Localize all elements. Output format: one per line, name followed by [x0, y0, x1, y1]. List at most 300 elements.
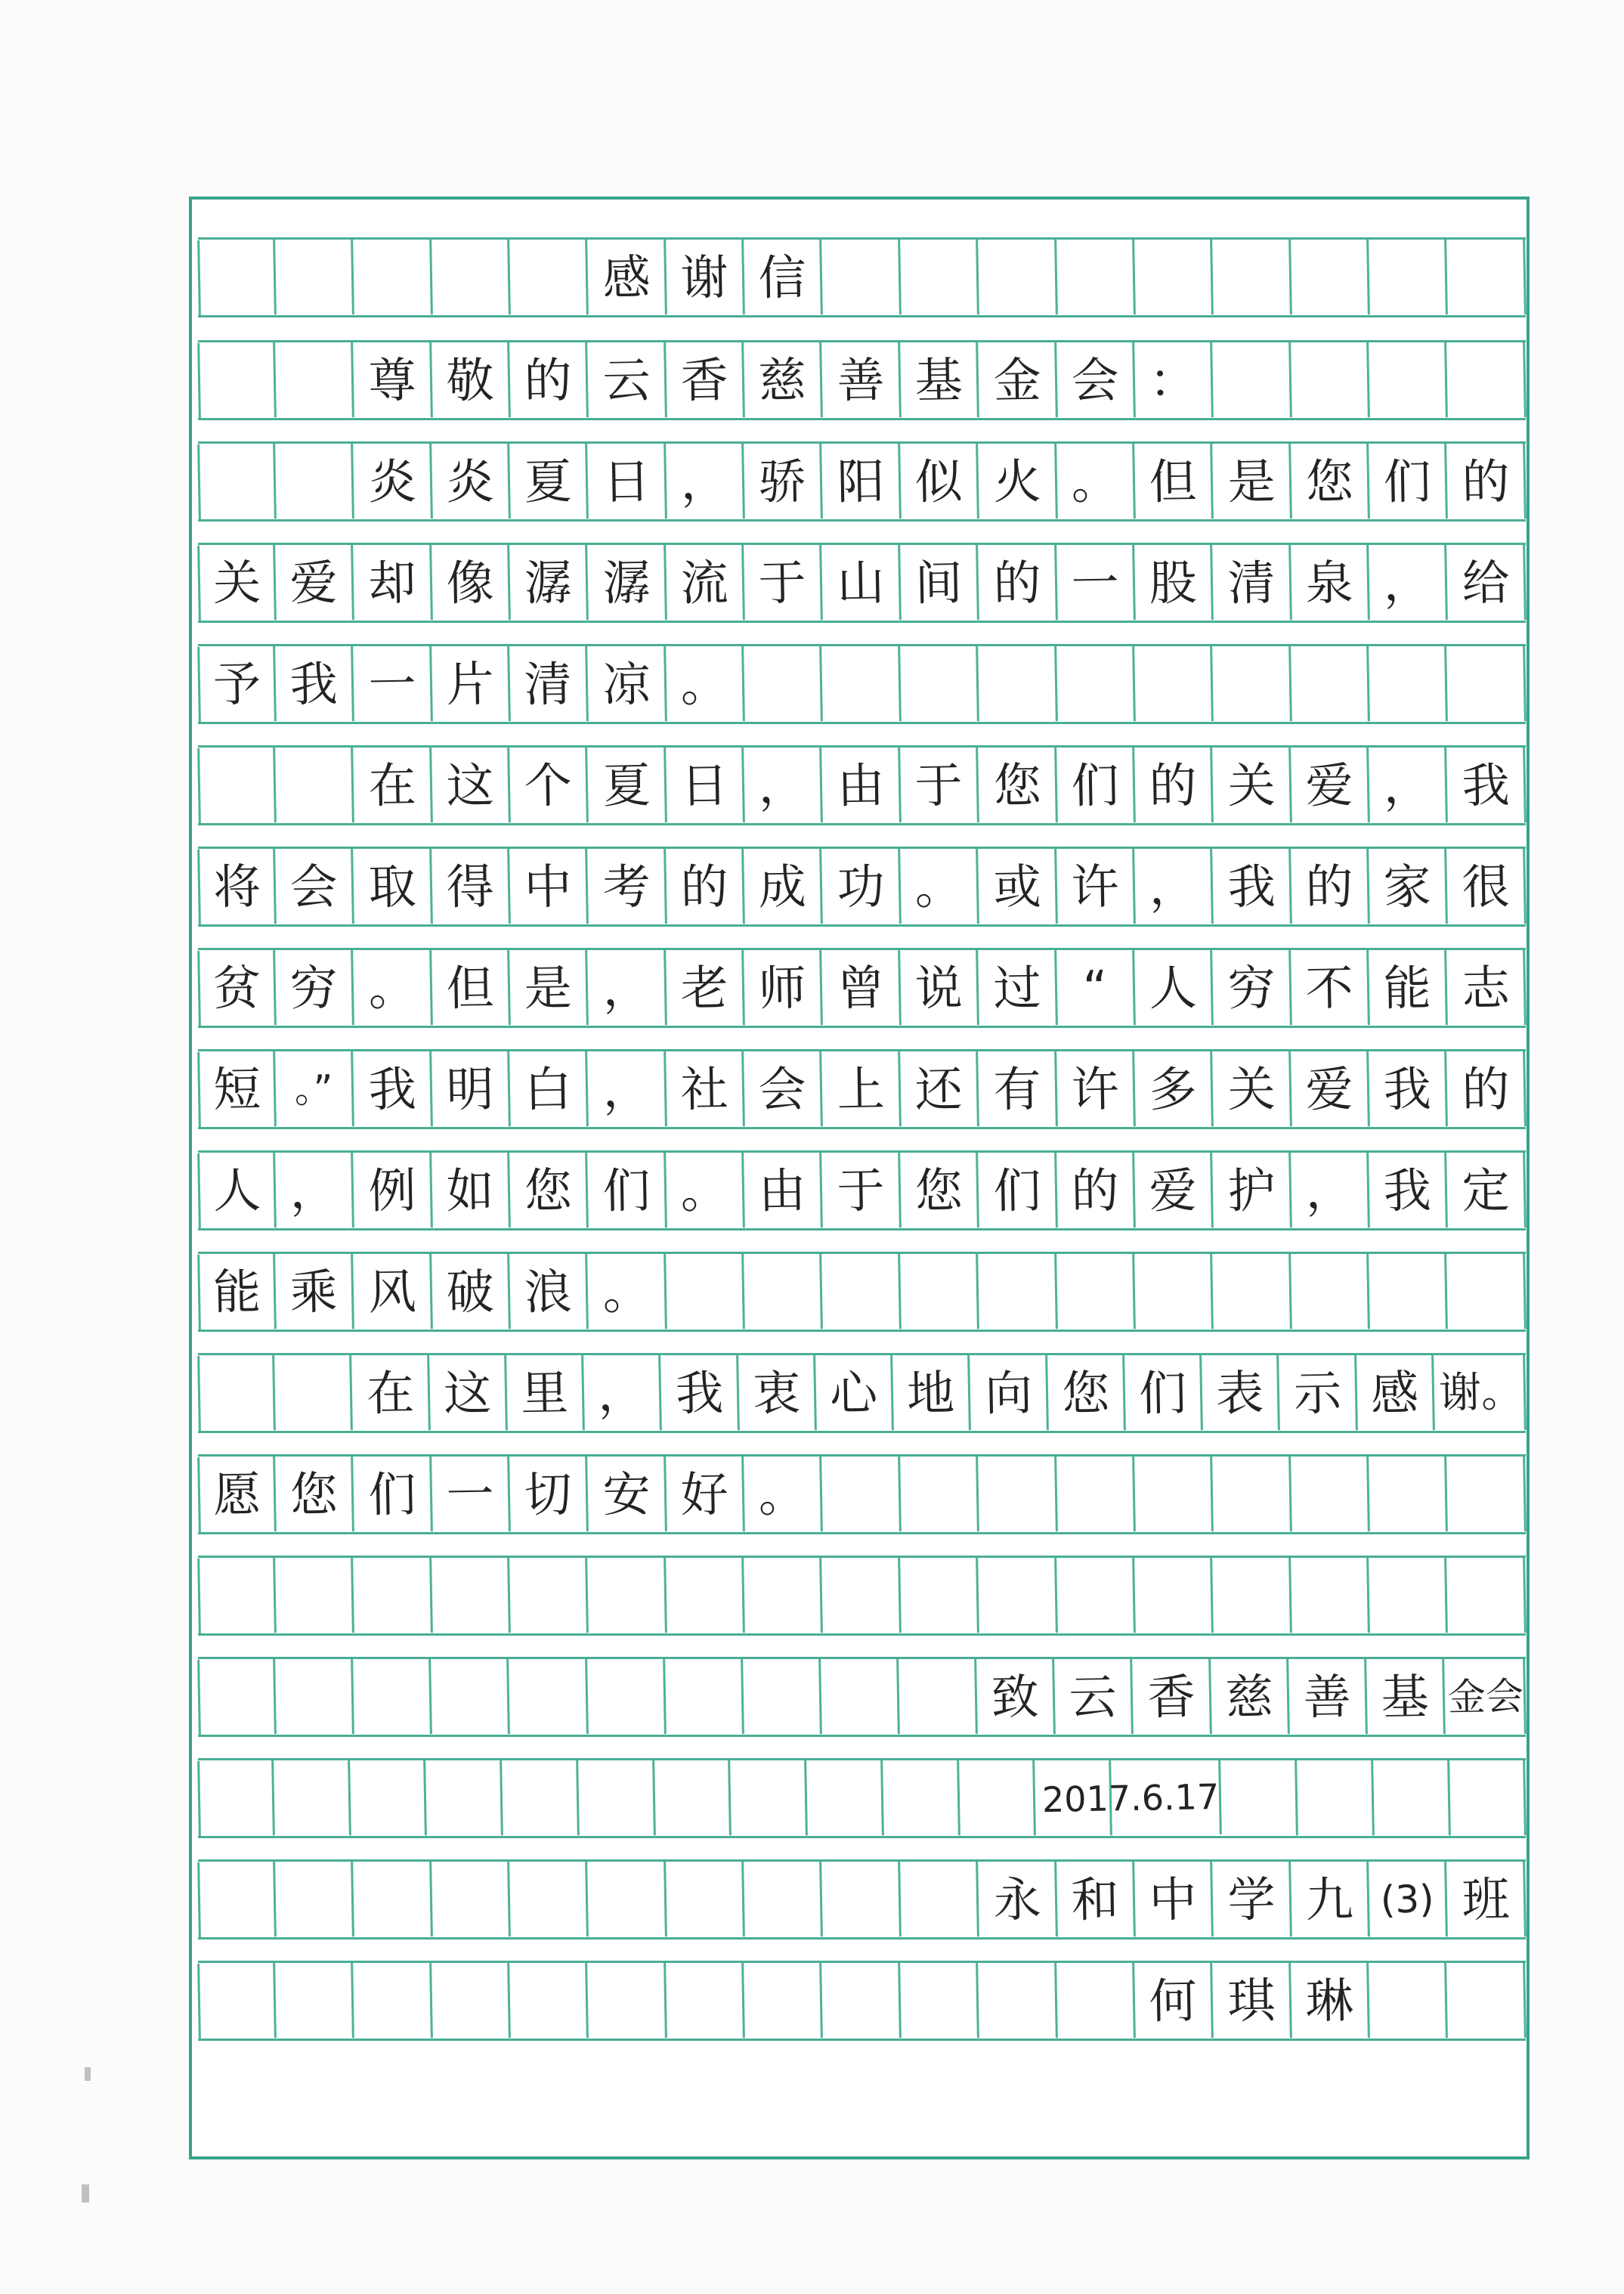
grid-cell: 您 — [510, 1152, 589, 1229]
grid-cell — [1056, 1253, 1136, 1330]
grid-cell: 的 — [1134, 747, 1214, 824]
grid-cell — [666, 1557, 745, 1634]
grid-cell: 慈 — [1211, 1658, 1290, 1735]
grid-cell — [197, 1557, 277, 1634]
grid-cell — [1056, 1557, 1136, 1634]
grid-cell: 我 — [1213, 848, 1292, 925]
grid-cell — [900, 645, 979, 723]
grid-cell — [275, 1557, 354, 1634]
grid-cell: 个 — [510, 747, 589, 824]
grid-cell: 感 — [1356, 1354, 1435, 1432]
grid-row — [198, 745, 1526, 825]
grid-cell: 骄 — [744, 443, 824, 520]
grid-cell: ， — [1291, 1152, 1370, 1229]
grid-cell: 炎 — [354, 443, 433, 520]
grid-cell: 我 — [661, 1354, 740, 1432]
grid-cell — [900, 1253, 979, 1330]
grid-cell: 您 — [900, 1152, 979, 1229]
grid-cell: 。 — [588, 1253, 667, 1330]
grid-cell: 过 — [979, 949, 1058, 1026]
grid-cell — [275, 1658, 354, 1735]
grid-cell — [197, 342, 277, 419]
grid-cell: 们 — [979, 1152, 1058, 1229]
grid-cell: ： — [1134, 342, 1214, 419]
grid-row — [198, 1150, 1526, 1231]
grid-cell: 。 — [1056, 443, 1136, 520]
grid-cell: 能 — [1369, 949, 1448, 1026]
grid-cell: 会 — [275, 848, 354, 925]
grid-cell — [979, 645, 1058, 723]
grid-cell: 的 — [1447, 1051, 1527, 1128]
grid-cell: 于 — [744, 544, 824, 621]
grid-cell — [822, 1456, 902, 1533]
grid-cell: 说 — [900, 949, 979, 1026]
grid-cell: 将 — [197, 848, 277, 925]
grid-cell: 还 — [900, 1051, 979, 1128]
grid-cell — [578, 1760, 655, 1837]
grid-cell: 能 — [197, 1253, 277, 1330]
grid-cell — [353, 1658, 432, 1735]
grid-cell: 穷 — [1213, 949, 1292, 1026]
grid-cell: 护 — [1213, 1152, 1292, 1229]
grid-cell: 的 — [1056, 1152, 1136, 1229]
grid-cell: 香 — [666, 342, 745, 419]
grid-cell — [1056, 239, 1136, 316]
grid-cell: 但 — [432, 949, 511, 1026]
grid-cell: 安 — [588, 1456, 667, 1533]
grid-row — [198, 1758, 1526, 1838]
edge-mark — [82, 2184, 89, 2203]
grid-cell — [1291, 239, 1370, 316]
grid-cell: 阳 — [822, 443, 902, 520]
grid-row — [198, 237, 1526, 317]
grid-cell: 片 — [432, 645, 511, 723]
grid-cell: 这 — [429, 1354, 508, 1432]
grid-cell: 是 — [1213, 443, 1292, 520]
grid-cell: 香 — [1133, 1658, 1212, 1735]
grid-cell — [1447, 1456, 1527, 1533]
grid-cell: 凉 — [588, 645, 667, 723]
grid-cell: 我 — [1447, 747, 1527, 824]
grid-cell: 火 — [979, 443, 1058, 520]
grid-cell: 由 — [744, 1152, 824, 1229]
grid-paper-sheet — [189, 197, 1530, 2159]
grid-cell: 敬 — [432, 342, 511, 419]
grid-cell — [654, 1760, 732, 1837]
grid-cell: 如 — [432, 1152, 511, 1229]
grid-cell — [1291, 645, 1370, 723]
grid-cell: ， — [744, 747, 824, 824]
grid-cell — [1213, 342, 1292, 419]
grid-cell: 和 — [1056, 1861, 1136, 1938]
grid-cell: 善 — [1288, 1658, 1368, 1735]
grid-cell — [275, 239, 354, 316]
grid-row — [198, 1252, 1526, 1332]
grid-cell — [1447, 1253, 1527, 1330]
grid-row — [198, 948, 1526, 1028]
grid-cell — [979, 1557, 1058, 1634]
grid-cell — [1369, 342, 1448, 419]
grid-cell — [350, 1760, 427, 1837]
grid-cell: 潺 — [510, 544, 589, 621]
grid-cell: 。 — [744, 1456, 824, 1533]
grid-cell — [1291, 1456, 1370, 1533]
grid-cell: 永 — [979, 1861, 1058, 1938]
grid-cell: 云 — [1055, 1658, 1134, 1735]
grid-cell: 得 — [432, 848, 511, 925]
grid-cell: 。” — [275, 1051, 354, 1128]
grid-cell: 股 — [1134, 544, 1214, 621]
grid-cell: 由 — [822, 747, 902, 824]
grid-cell — [274, 1760, 351, 1837]
grid-cell: 考 — [588, 848, 667, 925]
grid-cell — [502, 1760, 579, 1837]
grid-cell — [1373, 1760, 1450, 1837]
grid-cell — [275, 1962, 354, 2039]
grid-cell: 班 — [1447, 1861, 1527, 1938]
grid-cell: 好 — [666, 1456, 745, 1533]
grid-cell: 们 — [1124, 1354, 1203, 1432]
grid-cell: 感 — [588, 239, 667, 316]
grid-cell: 们 — [588, 1152, 667, 1229]
grid-cell: 云 — [588, 342, 667, 419]
grid-cell: 于 — [900, 747, 979, 824]
grid-cell — [197, 1658, 277, 1735]
grid-cell: 的 — [510, 342, 589, 419]
grid-cell — [197, 1962, 277, 2039]
grid-cell: 爱 — [1291, 747, 1370, 824]
grid-cell: (3) — [1369, 1861, 1448, 1938]
grid-cell: 向 — [970, 1354, 1049, 1432]
grid-cell — [1447, 1557, 1527, 1634]
grid-row — [198, 441, 1526, 522]
grid-cell: 破 — [432, 1253, 511, 1330]
grid-cell — [510, 1962, 589, 2039]
grid-cell: 或 — [979, 848, 1058, 925]
grid-cell: 示 — [1279, 1354, 1358, 1432]
grid-cell: 流 — [666, 544, 745, 621]
grid-cell: 尊 — [354, 342, 433, 419]
grid-cell: 爱 — [1291, 1051, 1370, 1128]
grid-cell: 您 — [1047, 1354, 1126, 1432]
grid-cell: 关 — [1213, 1051, 1292, 1128]
grid-cell: “ — [1056, 949, 1136, 1026]
grid-cell: 关 — [197, 544, 277, 621]
grid-cell: 社 — [666, 1051, 745, 1128]
grid-cell: ， — [666, 443, 745, 520]
grid-cell: 致 — [976, 1658, 1056, 1735]
edge-mark — [85, 2067, 91, 2081]
grid-cell: 却 — [354, 544, 433, 621]
grid-row — [198, 1657, 1526, 1737]
grid-cell: 地 — [892, 1354, 971, 1432]
grid-cell — [1449, 1760, 1526, 1837]
grid-cell — [744, 645, 824, 723]
grid-cell: 九 — [1291, 1861, 1370, 1938]
grid-cell: 们 — [1369, 443, 1448, 520]
grid-cell: 我 — [1369, 1152, 1448, 1229]
grid-cell — [1213, 1253, 1292, 1330]
grid-row — [198, 1961, 1526, 2041]
grid-cell: 中 — [510, 848, 589, 925]
grid-cell — [197, 747, 277, 824]
grid-cell: 慈 — [744, 342, 824, 419]
grid-cell: 清 — [1213, 544, 1292, 621]
grid-row — [198, 1454, 1526, 1534]
grid-cell — [900, 1861, 979, 1938]
grid-cell — [432, 1962, 511, 2039]
grid-cell — [806, 1760, 883, 1837]
grid-cell: 给 — [1447, 544, 1527, 621]
grid-cell — [197, 1760, 274, 1837]
grid-cell — [510, 1861, 589, 1938]
grid-cell — [1056, 645, 1136, 723]
grid-cell — [1447, 239, 1527, 316]
grid-cell: 愿 — [197, 1456, 277, 1533]
grid-cell — [1134, 645, 1214, 723]
grid-row — [198, 543, 1526, 623]
grid-cell — [197, 1861, 277, 1938]
grid-cell — [744, 1253, 824, 1330]
grid-cell: 这 — [432, 747, 511, 824]
grid-cell — [1134, 239, 1214, 316]
grid-cell: 基 — [1366, 1658, 1446, 1735]
grid-row — [198, 340, 1526, 420]
grid-cell: 清 — [510, 645, 589, 723]
grid-cell — [275, 342, 354, 419]
grid-cell: 很 — [1447, 848, 1527, 925]
grid-cell: 谢 — [666, 239, 745, 316]
grid-cell: 衷 — [738, 1354, 817, 1432]
grid-cell — [979, 1456, 1058, 1533]
grid-cell: 但 — [1134, 443, 1214, 520]
grid-cell: 琳 — [1291, 1962, 1370, 2039]
grid-cell — [275, 747, 354, 824]
grid-cell: 像 — [432, 544, 511, 621]
grid-cell: 取 — [354, 848, 433, 925]
grid-cell: 短 — [197, 1051, 277, 1128]
grid-cell — [354, 1557, 433, 1634]
grid-cell — [1220, 1760, 1298, 1837]
grid-cell — [743, 1658, 822, 1735]
grid-cell — [979, 1253, 1058, 1330]
grid-cell: ， — [583, 1354, 662, 1432]
grid-cell: ， — [1134, 848, 1214, 925]
grid-cell: 志 — [1447, 949, 1527, 1026]
grid-cell: 人 — [1134, 949, 1214, 1026]
grid-cell: 表 — [1202, 1354, 1280, 1432]
grid-cell — [1369, 1962, 1448, 2039]
grid-cell: 许 — [1056, 848, 1136, 925]
grid-cell — [900, 1456, 979, 1533]
grid-cell: 人 — [197, 1152, 277, 1229]
grid-cell: 我 — [1369, 1051, 1448, 1128]
grid-cell — [822, 1861, 902, 1938]
grid-cell: 金 — [979, 342, 1058, 419]
grid-cell — [1213, 1557, 1292, 1634]
grid-cell: 乘 — [275, 1253, 354, 1330]
grid-cell: 功 — [822, 848, 902, 925]
grid-cell: 夏 — [588, 747, 667, 824]
grid-cell: 于 — [822, 1152, 902, 1229]
grid-cell — [275, 1861, 354, 1938]
grid-cell — [1369, 1557, 1448, 1634]
grid-cell — [1369, 1253, 1448, 1330]
grid-row — [198, 1353, 1526, 1433]
grid-cell — [588, 1861, 667, 1938]
grid-cell — [354, 1962, 433, 2039]
grid-cell: 定 — [1447, 1152, 1527, 1229]
grid-cell — [275, 443, 354, 520]
grid-cell: 例 — [354, 1152, 433, 1229]
grid-cell: 您 — [979, 747, 1058, 824]
grid-cell — [666, 1861, 745, 1938]
grid-cell: 泉 — [1291, 544, 1370, 621]
grid-cell: 白 — [510, 1051, 589, 1128]
grid-cell: 家 — [1369, 848, 1448, 925]
grid-cell — [510, 239, 589, 316]
grid-cell — [744, 1557, 824, 1634]
grid-cell: 善 — [822, 342, 902, 419]
grid-cell: 一 — [1056, 544, 1136, 621]
grid-cell: 切 — [510, 1456, 589, 1533]
grid-cell — [197, 239, 277, 316]
grid-cell: 一 — [432, 1456, 511, 1533]
grid-cell — [432, 1861, 511, 1938]
grid-cell — [274, 1354, 353, 1432]
grid-cell: 们 — [1056, 747, 1136, 824]
grid-cell — [730, 1760, 807, 1837]
grid-cell — [354, 239, 433, 316]
grid-cell: 我 — [275, 645, 354, 723]
grid-cell: 穷 — [275, 949, 354, 1026]
grid-cell: 爱 — [275, 544, 354, 621]
grid-cell — [900, 1962, 979, 2039]
grid-cell: 的 — [666, 848, 745, 925]
grid-cell: 一 — [354, 645, 433, 723]
grid-cell — [822, 645, 902, 723]
grid-cell — [354, 1861, 433, 1938]
grid-cell: 基 — [900, 342, 979, 419]
grid-cell: 里 — [506, 1354, 585, 1432]
grid-cell: 老 — [666, 949, 745, 1026]
grid-cell — [959, 1760, 1036, 1837]
grid-cell — [588, 1962, 667, 2039]
grid-cell: 的 — [1447, 443, 1527, 520]
grid-cell: 似 — [900, 443, 979, 520]
grid-cell: 谢。 — [1434, 1354, 1527, 1432]
grid-cell: 在 — [352, 1354, 431, 1432]
grid-cell: 您 — [275, 1456, 354, 1533]
grid-cell — [587, 1658, 667, 1735]
grid-cell: ， — [588, 1051, 667, 1128]
grid-cell — [1291, 1557, 1370, 1634]
grid-cell — [1369, 645, 1448, 723]
grid-cell: 在 — [354, 747, 433, 824]
grid-cell — [1213, 239, 1292, 316]
grid-cell: 贫 — [197, 949, 277, 1026]
grid-cell — [432, 1557, 511, 1634]
grid-cell — [510, 1557, 589, 1634]
grid-cell: ， — [1369, 747, 1448, 824]
grid-cell: 会 — [744, 1051, 824, 1128]
grid-cell: 。 — [666, 1152, 745, 1229]
grid-cell: 潺 — [588, 544, 667, 621]
grid-cell: ， — [588, 949, 667, 1026]
grid-cell — [1134, 1456, 1214, 1533]
grid-cell: 成 — [744, 848, 824, 925]
grid-cell: 日 — [666, 747, 745, 824]
grid-cell — [900, 239, 979, 316]
grid-cell — [979, 239, 1058, 316]
grid-row — [198, 1049, 1526, 1129]
grid-cell: 上 — [822, 1051, 902, 1128]
grid-cell — [1213, 645, 1292, 723]
grid-row — [198, 1556, 1526, 1636]
grid-cell: 风 — [354, 1253, 433, 1330]
grid-cell — [1056, 1456, 1136, 1533]
grid-cell — [883, 1760, 960, 1837]
grid-cell — [432, 1658, 511, 1735]
grid-cell — [1369, 239, 1448, 316]
grid-cell — [1291, 342, 1370, 419]
grid-cell: 。 — [354, 949, 433, 1026]
grid-cell: 明 — [432, 1051, 511, 1128]
grid-cell — [666, 1253, 745, 1330]
grid-cell — [666, 1962, 745, 2039]
grid-cell — [1447, 342, 1527, 419]
grid-cell — [509, 1658, 589, 1735]
grid-row — [198, 847, 1526, 927]
grid-cell: 们 — [354, 1456, 433, 1533]
grid-cell: 许 — [1056, 1051, 1136, 1128]
grid-cell — [197, 1354, 276, 1432]
grid-cell: 2017.6.17 — [1041, 1759, 1222, 1837]
grid-cell: 有 — [979, 1051, 1058, 1128]
grid-cell — [425, 1760, 503, 1837]
grid-cell: 予 — [197, 645, 277, 723]
grid-cell: 您 — [1291, 443, 1370, 520]
grid-row — [198, 1859, 1526, 1940]
grid-cell — [432, 239, 511, 316]
grid-cell: 师 — [744, 949, 824, 1026]
grid-cell: 山 — [822, 544, 902, 621]
grid-cell — [822, 239, 902, 316]
grid-cell: 不 — [1291, 949, 1370, 1026]
grid-cell — [1447, 645, 1527, 723]
grid-cell — [979, 1962, 1058, 2039]
grid-cell — [822, 1962, 902, 2039]
grid-cell — [821, 1658, 900, 1735]
grid-cell: 曾 — [822, 949, 902, 1026]
grid-cell — [1291, 1253, 1370, 1330]
grid-cell: ， — [1369, 544, 1448, 621]
grid-cell — [900, 1557, 979, 1634]
grid-cell: 夏 — [510, 443, 589, 520]
grid-cell — [1134, 1557, 1214, 1634]
grid-cell — [588, 1557, 667, 1634]
grid-cell: 。 — [666, 645, 745, 723]
grid-cell — [822, 1557, 902, 1634]
grid-cell: 何 — [1134, 1962, 1214, 2039]
grid-cell: 炎 — [432, 443, 511, 520]
grid-cell: 的 — [979, 544, 1058, 621]
grid-cell — [1056, 1962, 1136, 2039]
grid-cell: 是 — [510, 949, 589, 1026]
grid-cell: 间 — [900, 544, 979, 621]
grid-cell: 中 — [1134, 1861, 1214, 1938]
grid-cell — [665, 1658, 744, 1735]
